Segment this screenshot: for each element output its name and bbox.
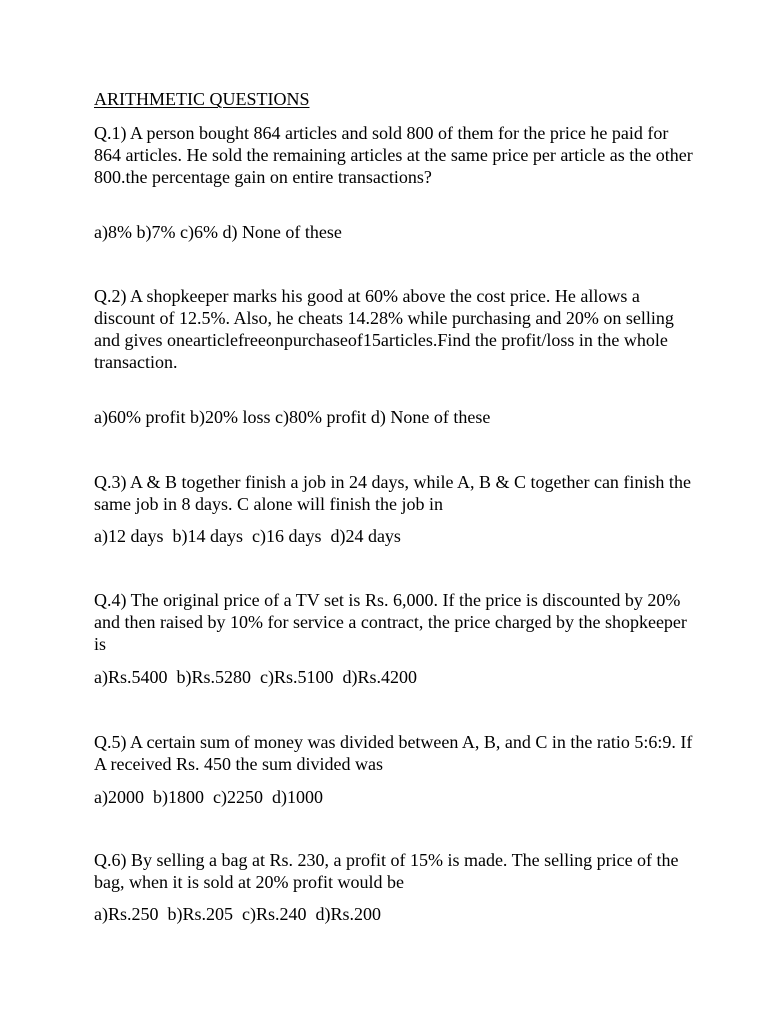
question-6-options: a)Rs.250 b)Rs.205 c)Rs.240 d)Rs.200	[94, 904, 381, 924]
question-4-options: a)Rs.5400 b)Rs.5280 c)Rs.5100 d)Rs.4200	[94, 667, 417, 687]
question-4-text: Q.4) The original price of a TV set is Rs. 6,000. If the price is discounted by 20% and then raised by 10% for service a contract, the price charged by the shopkeeper is	[94, 590, 687, 654]
document-title: ARITHMETIC QUESTIONS	[94, 89, 310, 109]
question-1-options: a)8% b)7% c)6% d) None of these	[94, 222, 342, 242]
question-2-options: a)60% profit b)20% loss c)80% profit d) None of these	[94, 407, 491, 427]
question-5-options: a)2000 b)1800 c)2250 d)1000	[94, 787, 323, 807]
question-5-text: Q.5) A certain sum of money was divided between A, B, and C in the ratio 5:6:9. If A received Rs. 450 the sum divided was	[94, 732, 693, 774]
question-1-text: Q.1) A person bought 864 articles and sold 800 of them for the price he paid for 864 articles. He sold the remaining articles at the same price per article as the other 800.the percentage gain on entire transactions?	[94, 123, 693, 187]
question-3-text: Q.3) A & B together finish a job in 24 days, while A, B & C together can finish the same job in 8 days. C alone will finish the job in	[94, 472, 691, 514]
question-6-text: Q.6) By selling a bag at Rs. 230, a profit of 15% is made. The selling price of the bag, when it is sold at 20% profit would be	[94, 850, 679, 892]
question-3-options: a)12 days b)14 days c)16 days d)24 days	[94, 526, 401, 546]
question-2-text: Q.2) A shopkeeper marks his good at 60% above the cost price. He allows a discount of 12.5%. Also, he cheats 14.28% while purchasing and 20% on selling and gives onearticlefreeonpurchaseof15articles.Find the profit/loss in the whole transaction.	[94, 286, 674, 372]
